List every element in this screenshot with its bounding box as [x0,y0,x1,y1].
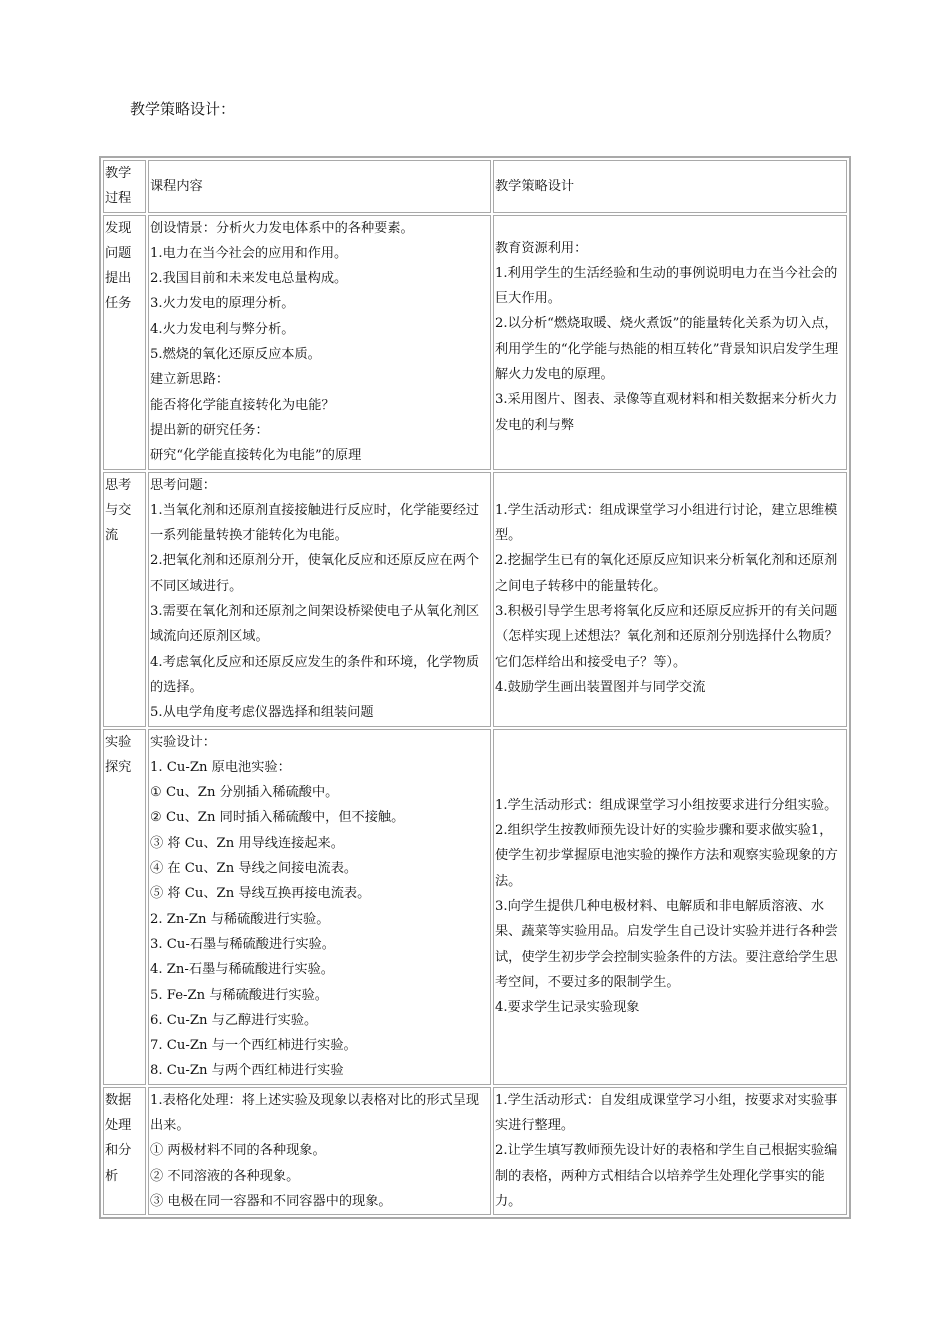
content-line: 3.需要在氧化剂和还原剂之间架设桥梁使电子从氧化剂区域流向还原剂区域。 [150,604,480,645]
table-row [103,1087,847,1215]
content-line: 3. Cu-石墨与稀硫酸进行实验。 [150,936,335,952]
stage-label: 思考与交流 [105,477,132,544]
content-line: 1. Cu-Zn 原电池实验： [150,759,291,775]
strategy-table [99,156,851,1219]
content-line: ② Cu、Zn 同时插入稀硫酸中，但不接触。 [150,810,405,826]
content-line: 4.考虑氧化反应和还原反应发生的条件和环境，化学物质的选择。 [150,654,480,695]
content-cell [148,472,491,727]
content-line: 实验设计： [150,734,216,750]
content-line: 5.从电学角度考虑仪器选择和组装问题 [150,705,374,721]
content-line: ② 不同溶液的各种现象。 [150,1168,300,1184]
content-line: 8. Cu-Zn 与两个西红柿进行实验 [150,1063,344,1079]
stage-label: 数据处理 [105,1092,132,1133]
content-line: ③ 电极在同一容器和不同容器中的现象。 [150,1193,392,1209]
header-strategy: 教学策略设计 [493,160,847,213]
content-line: 思考问题： [150,477,216,493]
content-line: 1.当氧化剂和还原剂直接接触进行反应时，化学能要经过一系列能量转换才能转化为电能。 [150,502,480,544]
strategy-line: 1.学生活动形式：自发组成课堂学习小组，按要求对实验事实进行整理。 [495,1092,838,1133]
strategy-line: 3.向学生提供几种电极材料、电解质和非电解质溶液、水果、蔬菜等实验用品。启发学生自己设计实验并进行各种尝试，使学生初步学会控制实验条件的方法。要注意给学生思考空间，不要过多的限制学生。 [495,898,838,990]
content-line: ④ 在 Cu、Zn 导线之间接电流表。 [150,861,358,877]
strategy-line: 2.组织学生按教师预先设计好的实验步骤和要求做实验1，使学生初步掌握原电池实验的操作方法和观察实验现象的方法。 [495,823,838,889]
stage-label: 和分析 [105,1143,132,1184]
content-line: 4. Zn-石墨与稀硫酸进行实验。 [150,962,334,978]
stage-cell [103,1087,146,1215]
content-line: 建立新思路： [150,372,230,388]
strategy-line: 1.学生活动形式：组成课堂学习小组进行讨论，建立思维模型。 [495,502,838,544]
content-cell [148,729,491,1085]
header-content: 课程内容 [148,160,491,213]
strategy-cell [493,1087,847,1215]
strategy-cell [493,215,847,470]
stage-cell [103,729,146,1085]
table-row [103,215,847,470]
strategy-line: 教育资源利用： [495,240,588,256]
content-line: 7. Cu-Zn 与一个西红柿进行实验。 [150,1038,357,1054]
content-line: 能否将化学能直接转化为电能？ [150,397,335,413]
content-cell [148,215,491,470]
content-line: ① Cu、Zn 分别插入稀硫酸中。 [150,785,339,801]
strategy-cell [493,729,847,1085]
strategy-line: 3.积极引导学生思考将氧化反应和还原反应拆开的有关问题（怎样实现上述想法？氧化剂和还原剂分别选择什么物质？它们怎样给出和接受电子？等）。 [495,604,838,670]
strategy-line: 3.采用图片、图表、录像等直观材料和相关数据来分析火力发电的利与弊 [495,392,838,433]
stage-label: 发现问题 [105,220,132,261]
content-line: ① 两极材料不同的各种现象。 [150,1143,326,1159]
content-line: 创设情景：分析火力发电体系中的各种要素。 [150,220,414,236]
content-line: ③ 将 Cu、Zn 用导线连接起来。 [150,835,344,851]
strategy-line: 4.要求学生记录实验现象 [495,1000,640,1016]
content-line: 2.我国目前和未来发电总量构成。 [150,271,348,287]
content-line: 6. Cu-Zn 与乙醇进行实验。 [150,1012,318,1028]
content-line: 5. Fe-Zn 与稀硫酸进行实验。 [150,987,328,1003]
table-header-row [103,160,847,213]
content-line: 4.火力发电利与弊分析。 [150,321,295,337]
stage-cell [103,215,146,470]
table-row [103,729,847,1085]
content-line: 1.电力在当今社会的应用和作用。 [150,245,348,261]
content-line: 研究“化学能直接转化为电能”的原理 [150,448,362,464]
strategy-line: 1.利用学生的生活经验和生动的事例说明电力在当今社会的巨大作用。 [495,265,838,307]
content-line: 2. Zn-Zn 与稀硫酸进行实验。 [150,911,330,927]
content-line: 1.表格化处理：将上述实验及现象以表格对比的形式呈现出来。 [150,1092,480,1133]
strategy-line: 2.以分析“燃烧取暖、烧火煮饭”的能量转化关系为切入点，利用学生的“化学能与热能的相互转化”背景知识启发学生理解火力发电的原理。 [495,316,839,383]
strategy-line: 1.学生活动形式：组成课堂学习小组按要求进行分组实验。 [495,797,838,813]
header-stage: 教学过程 [103,160,146,213]
strategy-line: 2.让学生填写教师预先设计好的表格和学生自己根据实验编制的表格，两种方式相结合以培养学生处理化学事实的能力。 [495,1143,838,1209]
content-line: 2.把氧化剂和还原剂分开，使氧化反应和还原反应在两个不同区域进行。 [150,553,480,594]
strategy-line: 2.挖掘学生已有的氧化还原反应知识来分析氧化剂和还原剂之间电子转移中的能量转化。 [495,553,838,594]
table-row [103,472,847,727]
page-heading: 教学策略设计： [130,100,236,118]
strategy-cell [493,472,847,727]
strategy-line: 4.鼓励学生画出装置图并与同学交流 [495,679,706,695]
stage-cell [103,472,146,727]
content-line: 3.火力发电的原理分析。 [150,296,295,312]
stage-label: 实验探究 [105,734,132,775]
content-line: ⑤ 将 Cu、Zn 导线互换再接电流表。 [150,886,371,902]
content-line: 5.燃烧的氧化还原反应本质。 [150,347,321,363]
content-cell [148,1087,491,1215]
content-line: 提出新的研究任务： [150,422,269,438]
stage-label: 提出任务 [105,271,132,312]
